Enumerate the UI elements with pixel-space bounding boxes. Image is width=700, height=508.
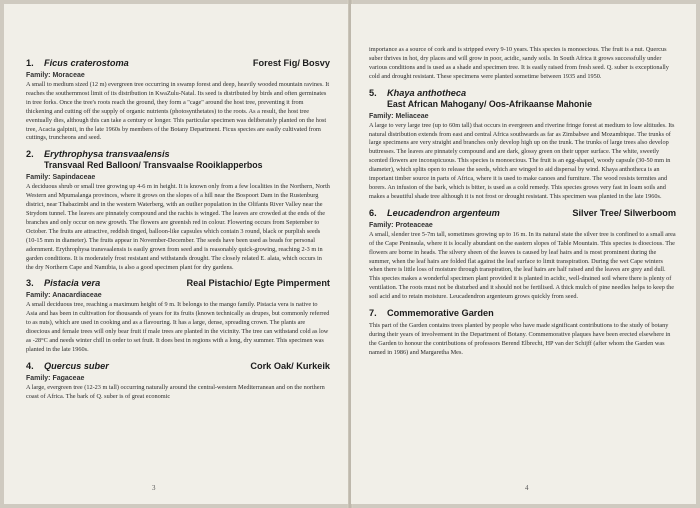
species-name: Erythrophysa transvaalensis [44,149,170,160]
page-number: 3 [152,484,156,492]
common-name: Silver Tree/ Silwerboom [572,207,676,218]
section-heading [26,58,330,68]
section-heading [26,149,330,159]
section-number: 5. [369,87,377,98]
section-body: A small, slender tree 5-7m tall, sometimes growing up to 16 m. In its natural state the silver tree is confined to a small area of the Cape Peninsula, where it is locally abundant on the eastern slopes of Table Mountain. This species is dioecious. The flowers are borne in heads. The silvery sheen of the leaves is caused by leaf hairs and is most prominent during the summer, when the leaf hairs are folded flat against the leaf surface to limit transpiration. During the wet Cape winters when there is little loss of moisture through transpiration, the leaf hairs are half raised and the leaves are grey and dull. This species makes a wonderful specimen plant provided it is planted in acidic, well-drained soil where there is plenty of ventilation. The roots must not be disturbed and it should not be fertilised. A thick mulch of pine needles helps to keep the soil acid and to retain moisture. Leucadendron argenteum grows quickly from seed. [369,230,676,301]
section-number: 6. [369,207,377,218]
common-name: Cork Oak/ Kurkeik [250,360,330,371]
family-label: Family: Meliaceae [369,112,429,120]
right-page [351,4,696,504]
section-body: This part of the Garden contains trees planted by people who have made significant contributions to the study of botany during their years of involvement in the Department of Botany. Commemorative plaques have been erected elsewhere in the Garden to honour the contributions of professors Berend Elbrecht, HP van der Schijff (after whom the Garden was named in 1986) and Margaretha Mes. [369,322,671,356]
section-number: 7. [369,308,377,319]
family-label: Family: Moraceae [26,72,85,79]
section-body: A deciduous shrub or small tree growing up 4-6 m in height. It is known only from a few localities in the Northern, North Western and Mpumalanga provinces, where it grows on the slopes of a hill near the Bospoort Dam in the Rustenburg district, near Thabazimbi and in the western Waterberg, with an outlier population in the Olifants River Valley near the Strydom tunnel. The leaves are pinnately compound and the rachis is winged. The leaves are crowded at the ends of the branches and only occur on new growth. The flowers are greenish red in colour. Flowering occurs from September to October. The fruits are attractive, reddish tinged, balloon-like capsules which contain 3 round, black or purplish seeds (10-15 mm in diameter). The fruits appear in November-December. The seeds have been used as beads for personal adornment. Erythrophysa transvaalensis is easily grown from seed and is reasonably quick-growing, reaching 2-3 m in garden conditions. It is moderately frost resistant and withstands drought. The closely related E. alata, which occurs in the dry Northern Cape and Namibia, is also a good specimen plant for dry gardens. [26,183,330,271]
common-name: Real Pistachio/ Egte Pimperment [186,278,330,289]
common-name: Transvaal Red Balloon/ Transvaalse Rooiklapperbos [44,160,263,171]
section-heading [26,361,330,371]
section-body: A large to very large tree (up to 60m tall) that occurs in evergreen and riverine fringe forest at medium to low altitudes. Its natural distribution extends from east and central Africa southwards as far as Zimbabwe and Mozambique. The trunks of large specimens are very straight and branches only develop high up on the trunk. The trunks of large trees also develop buttresses. The leaves are pinnately compound and are dark, glossy green on their upper surface. The white, sweetly scented flowers are inconspicuous. This species is monoecious. The fruit is an egg-shaped, woody capsule (30-50 mm in diameter), which splits open to release the seeds, which are winged to aid dispersal by wind. Khaya anthotheca is an important timber source in parts of Africa, where it is used to make canoes and furniture. The wood resists termites and borers. An infusion of the bark, which is bitter, is used as a cold remedy. This species grows very fast in loam soils and makes a beautiful shade tree although it is not frost or drought resistant. This specimen was planted in the late 1960s. [369,121,675,200]
common-name: Forest Fig/ Bosvy [252,58,330,68]
species-name: Ficus craterostoma [44,58,129,68]
section-4 [26,361,330,402]
section-heading [369,208,676,218]
species-name: Pistacia vera [44,278,101,289]
family-label: Family: Sapindaceae [26,174,96,182]
section-3 [26,278,330,354]
section-number: 4. [26,360,34,371]
page-number: 4 [525,484,529,492]
common-name: East African Mahogany/ Oos-Afrikaanse Mahonie [387,98,592,109]
section-5 [369,88,676,202]
section-heading [369,308,676,318]
section-number: 1. [26,58,34,68]
family-label: Family: Fagaceae [26,374,85,382]
section-7 [369,308,676,358]
species-name: Khaya anthotheca [387,87,467,98]
section-2 [26,149,330,272]
section-number: 3. [26,278,34,289]
section-number: 2. [26,149,34,160]
section-1 [26,58,330,143]
section-heading [26,278,330,288]
species-name: Quercus suber [44,360,109,371]
species-name: Leucadendron argenteum [387,207,500,218]
family-label: Family: Proteaceae [369,221,433,229]
section-title: Commemorative Garden [387,308,494,319]
section-6 [369,208,676,302]
family-label: Family: Anacardiaceae [26,292,102,300]
section-body: A small deciduous tree, reaching a maximum height of 9 m. It belongs to the mango family. Pistacia vera is native to Asia and has been in cultivation for thousands of years for its fruits (known technically as drupes, but commonly referred to as nuts), which are used in cooking and as a flavouring. It has a large, dense, spreading crown. The plants are dioecious and female trees will only bear fruit if male trees are planted in the vicinity. The tree can withstand cold as low as -28°C and needs winter chill in order to set fruit. It does best in regions with a long, dry summer. This specimen was planted in the late 1960s. [26,301,330,353]
section-body: A large, evergreen tree (12-23 m tall) occurring naturally around the central-western Mediterranean and on the northern coast of Africa. The bark of Q. suber is of great economic [26,383,325,400]
continued-text: importance as a source of cork and is stripped every 9-10 years. This species is monoecious. The fruit is a nut. Quercus suber thrives in hot, dry places and will grow in poor, acidic, sandy soils. In South Africa it grows successfully under various conditions and is used as a shade and specimen tree. It is easily raised from fresh seed. Q. suber is exceptionally cold and drought resistant. These specimens were planted sometime between 1935 and 1950. [369,46,669,80]
left-page [4,4,349,504]
section-body: A small to medium sized (12 m) evergreen tree occurring in swamp forest and deep, heavily wooded mountain ravines. It reaches the southernmost limit of its distribution in KwaZulu-Natal. Its seed is distributed by birds and often germinates in tree forks. Once the tree's roots reach the ground, they form a "cage" around the host tree, preventing it from thickening and cutting off the supply of organic nutrients (photosynthetates) to the roots. As a result, the host tree eventually dies, although this can take a century or longer. This particular specimen was deliberately planted on the host tree, Acacia galpinii, in the late 1960s by members of the Botany Department. Ficus species are easily cultivated from cuttings, truncheons and seed. [26,81,330,142]
section-heading [369,88,676,98]
